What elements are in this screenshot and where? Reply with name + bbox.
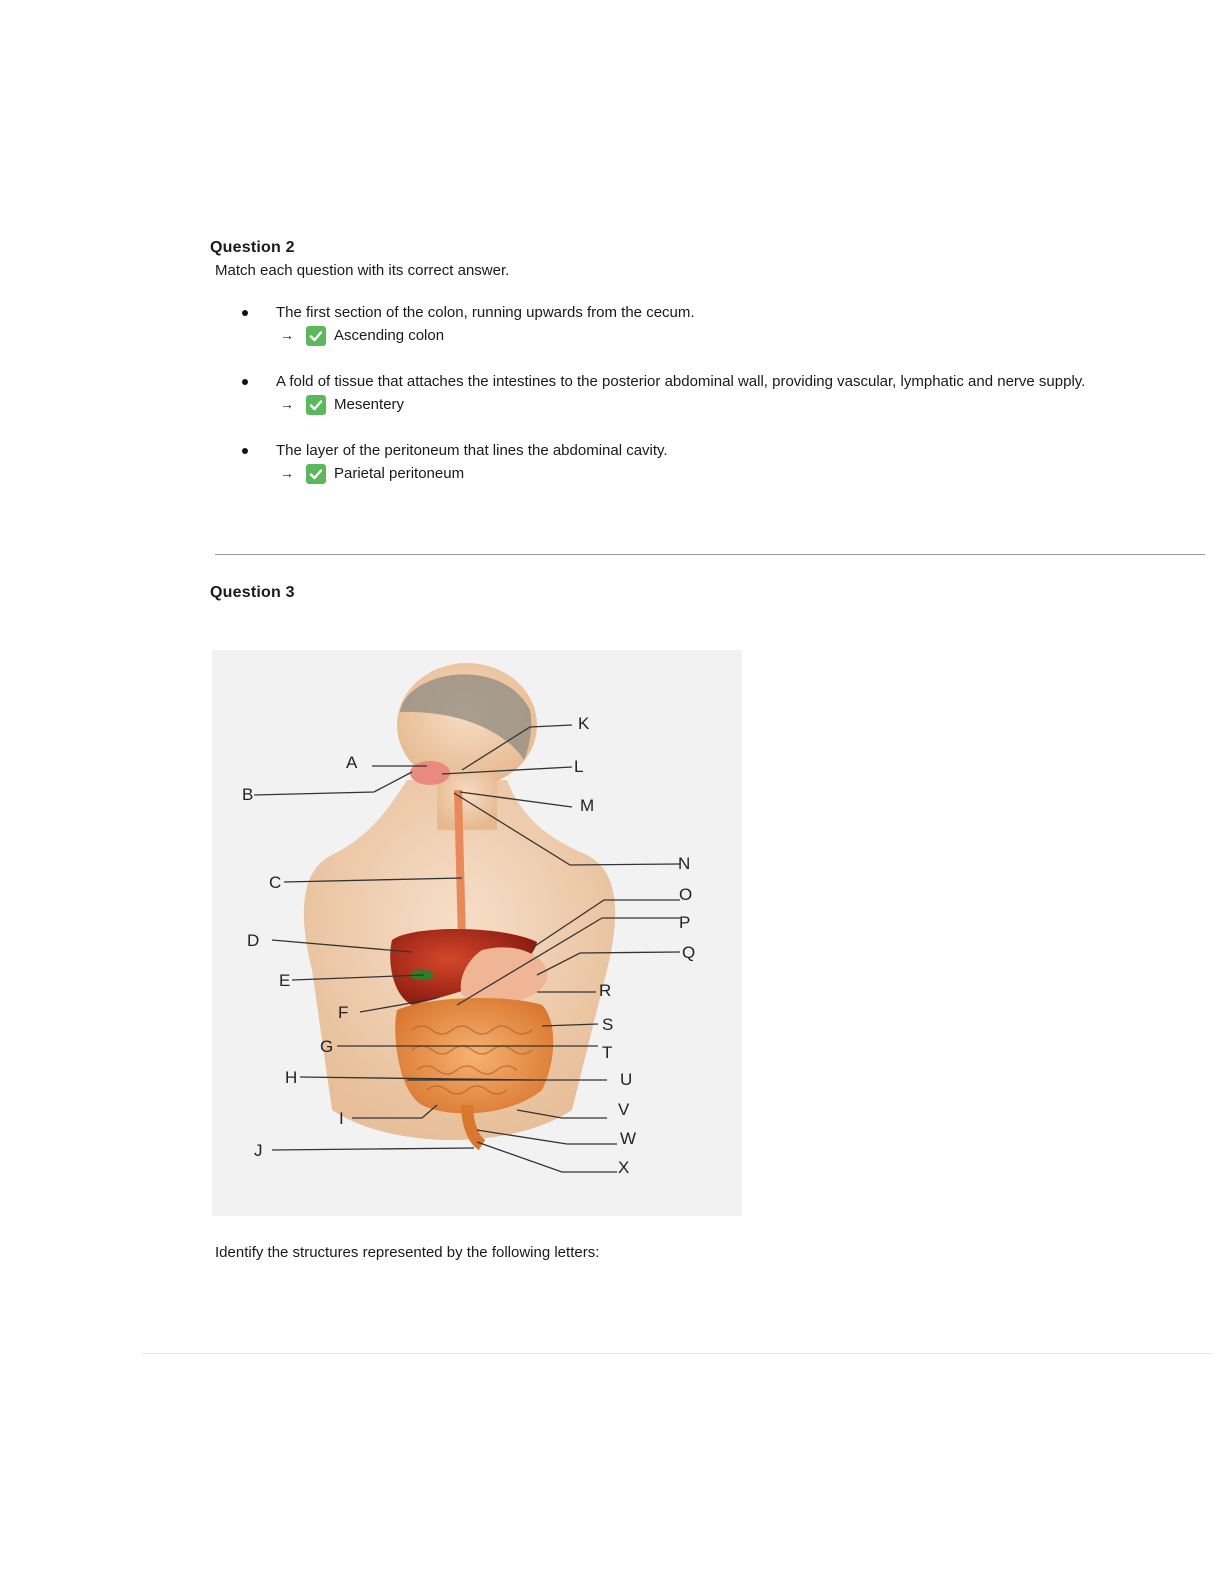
question-prompt: A fold of tissue that attaches the intestines to the posterior abdominal wall, providing vascular, lymphatic and nerve supply. (276, 373, 1086, 390)
diagram-label-o: O (679, 885, 693, 904)
diagram-label-n: N (678, 854, 691, 873)
diagram-label-w: W (620, 1129, 637, 1148)
arrow-right-icon: → (280, 465, 294, 481)
checkmark-icon (306, 395, 326, 415)
diagram-svg (212, 650, 742, 1216)
diagram-label-p: P (679, 913, 691, 932)
diagram-label-m: M (580, 796, 595, 815)
diagram-label-d: D (247, 931, 260, 950)
arrow-right-icon: → (280, 396, 294, 412)
digestive-system-diagram (212, 650, 742, 1216)
answer-text: Parietal peritoneum (334, 465, 465, 482)
checkmark-icon (306, 326, 326, 346)
question-2-instruction: Match each question with its correct answer. (215, 262, 510, 279)
diagram-label-t: T (602, 1043, 613, 1062)
diagram-label-q: Q (682, 943, 696, 962)
answer-text: Ascending colon (334, 327, 445, 344)
answer-line (280, 325, 1140, 346)
diagram-label-l: L (574, 757, 584, 776)
list-item (240, 302, 1140, 346)
diagram-label-a: A (346, 753, 358, 772)
diagram-label-v: V (618, 1100, 630, 1119)
bullet-icon (242, 379, 248, 385)
answer-line (280, 394, 1140, 415)
answer-list (240, 302, 1140, 484)
bullet-icon (242, 310, 248, 316)
diagram-label-u: U (620, 1070, 633, 1089)
answer-text: Mesentery (334, 396, 405, 413)
esophagus-shape (458, 790, 462, 940)
diagram-label-j: J (254, 1141, 263, 1160)
question-prompt: The first section of the colon, running upwards from the cecum. (276, 304, 695, 321)
diagram-label-g: G (320, 1037, 334, 1056)
diagram-label-k: K (578, 714, 590, 733)
diagram-label-s: S (602, 1015, 614, 1034)
bullet-icon (242, 448, 248, 454)
checkmark-icon (306, 464, 326, 484)
question-2-heading: Question 2 (210, 239, 295, 256)
answer-line (280, 463, 1140, 484)
intestines-shape (395, 998, 553, 1113)
list-item (240, 371, 1140, 415)
oral-cavity-shape (410, 761, 450, 785)
diagram-label-f: F (338, 1003, 349, 1022)
arrow-right-icon: → (280, 327, 294, 343)
section-divider (215, 554, 1205, 555)
diagram-label-r: R (599, 981, 612, 1000)
diagram-label-h: H (285, 1068, 298, 1087)
diagram-label-e: E (279, 971, 291, 990)
list-item (240, 440, 1140, 484)
question-prompt: The layer of the peritoneum that lines the abdominal cavity. (276, 442, 668, 459)
page-bottom-divider (142, 1353, 1212, 1354)
diagram-label-x: X (618, 1158, 630, 1177)
question-3-instruction: Identify the structures represented by the following letters: (215, 1244, 600, 1261)
diagram-label-b: B (242, 785, 254, 804)
diagram-label-i: I (339, 1109, 344, 1128)
diagram-label-c: C (269, 873, 282, 892)
question-3-heading: Question 3 (210, 584, 295, 601)
